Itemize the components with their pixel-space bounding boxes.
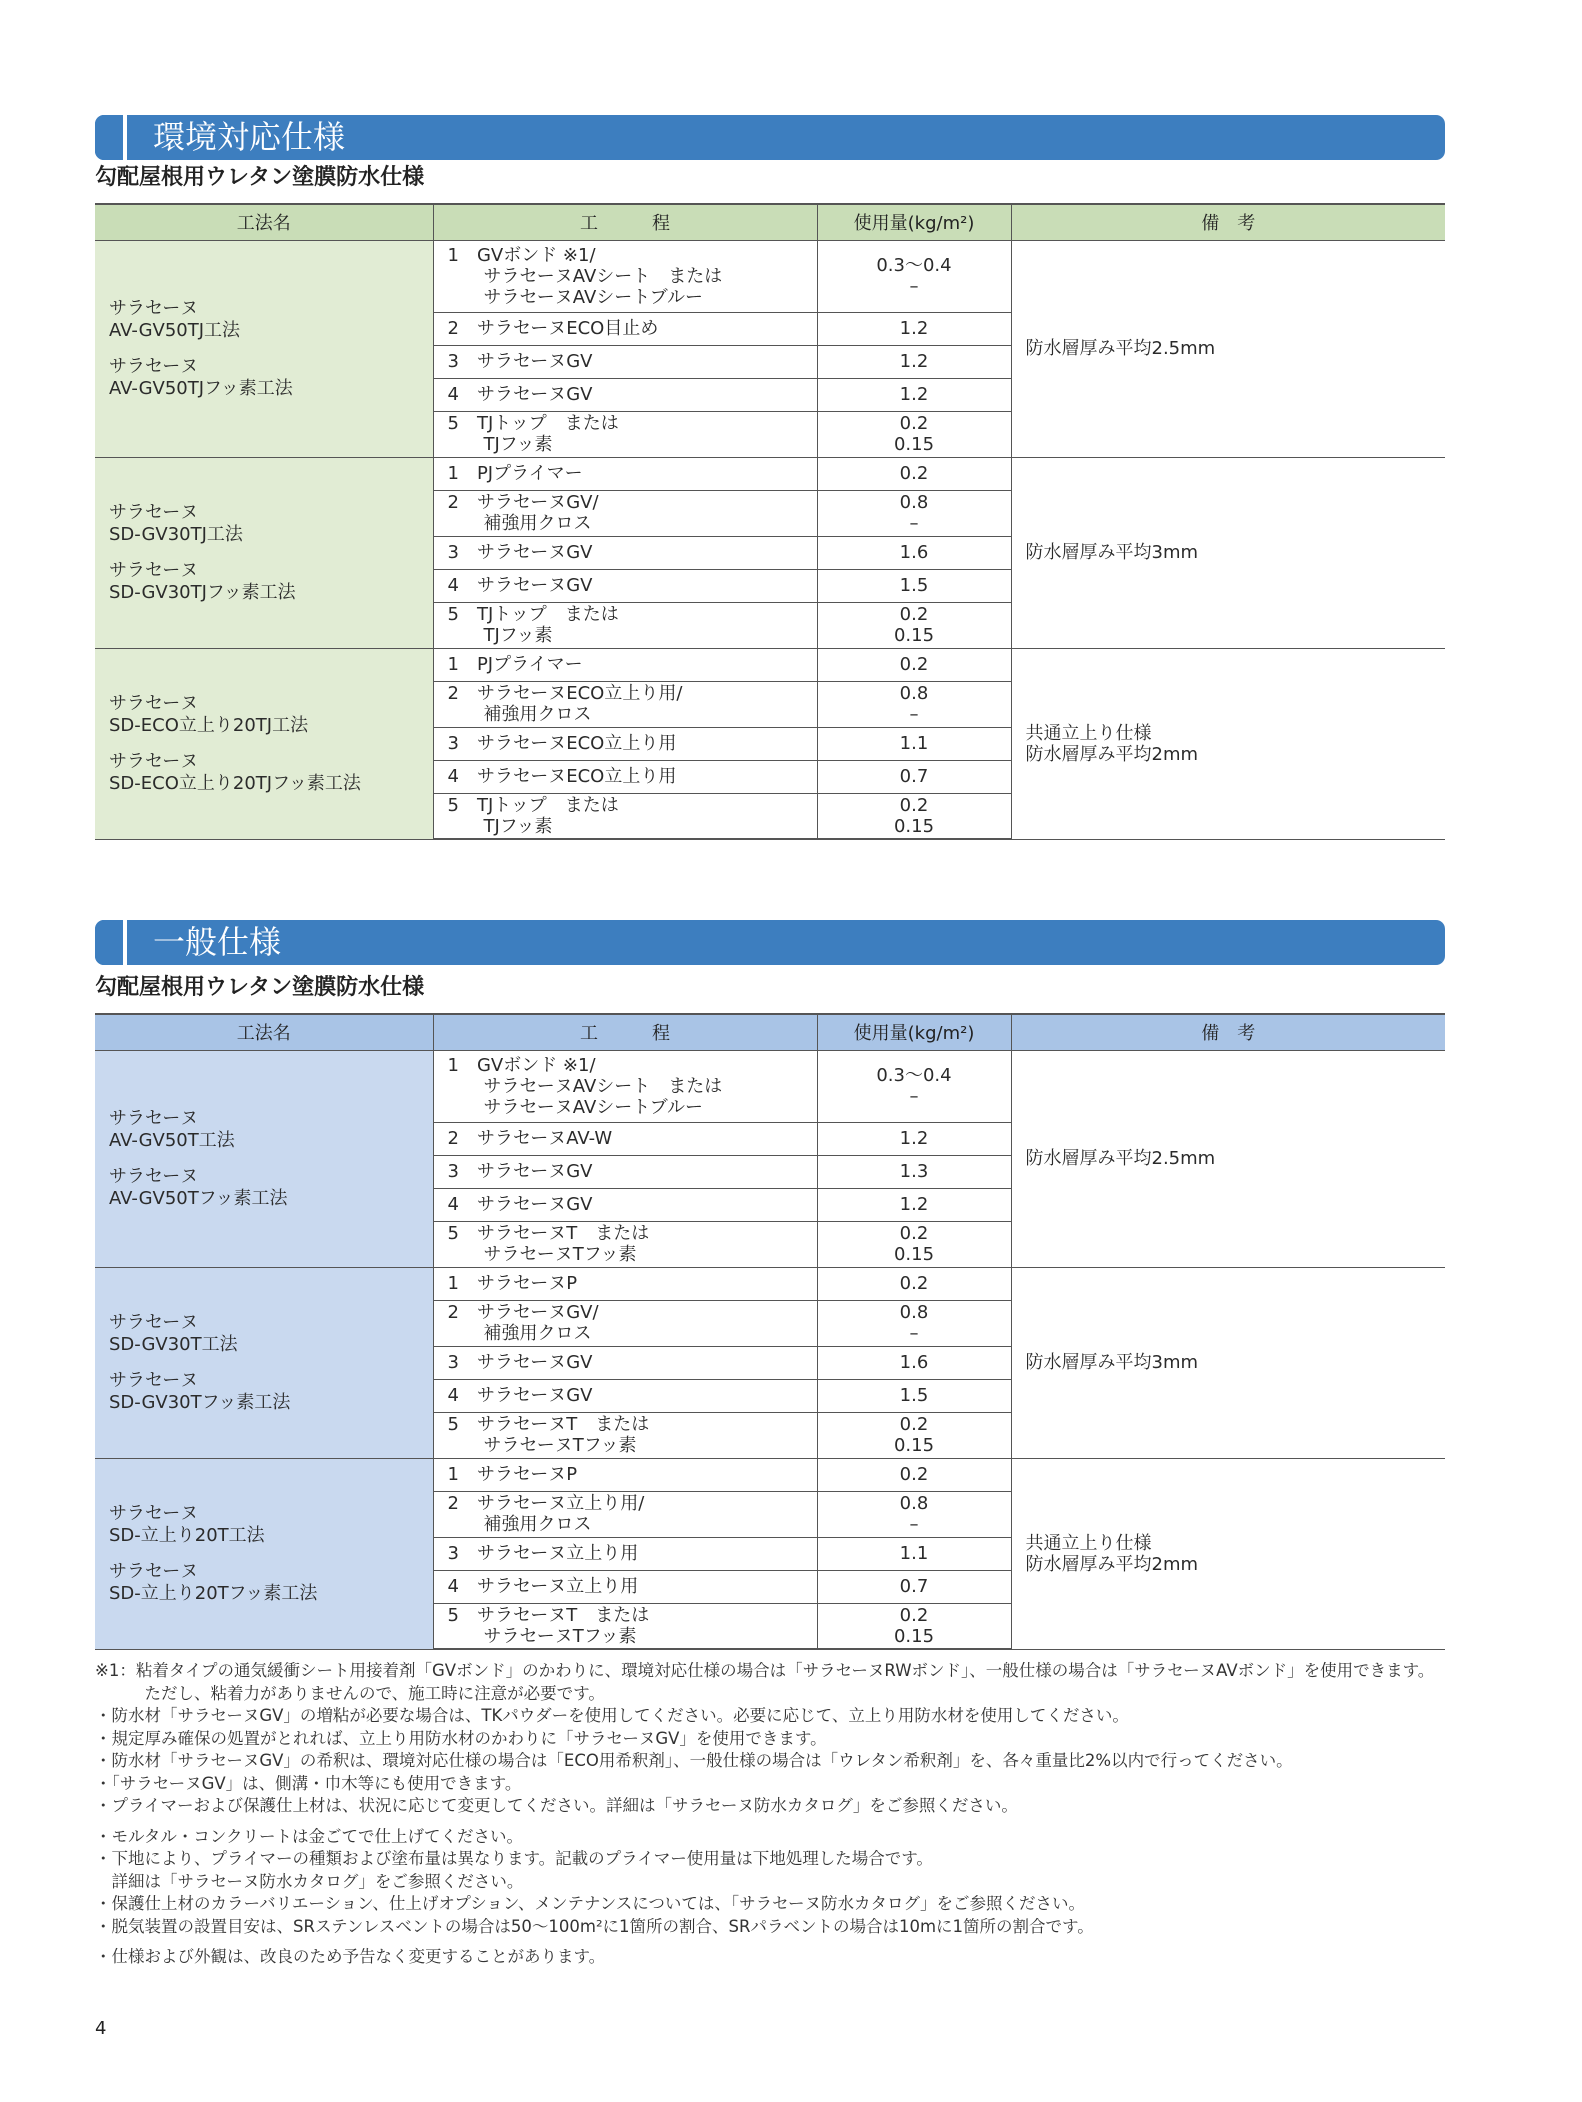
- process-step-cell: 5 サラセーヌT または サラセーヌTフッ素: [433, 1603, 817, 1649]
- footnote-line: ・プライマーおよび保護仕上材は、状況に応じて変更してください。詳細は「サラセーヌ防水カタログ」をご参照ください。: [95, 1796, 1018, 1815]
- process-step-cell: 1 サラセーヌP: [433, 1267, 817, 1300]
- remark-cell: 防水層厚み平均2.5mm: [1011, 240, 1445, 457]
- footnote-line: 詳細は「サラセーヌ防水カタログ」をご参照ください。: [95, 1871, 524, 1891]
- usage-amount-cell: 0.2: [817, 1267, 1011, 1300]
- section-subtitle: 勾配屋根用ウレタン塗膜防水仕様: [95, 975, 425, 1000]
- footnote-line: ※1：粘着タイプの通気緩衝シート用接着剤「GVボンド」のかわりに、環境対応仕様の場合は「サラセーヌRWボンド」、一般仕様の場合は「サラセーヌAVボンド」を使用できます。: [95, 1661, 1435, 1680]
- method-name-line: サラセーヌ: [109, 559, 199, 581]
- process-step-cell: 5 サラセーヌT または サラセーヌTフッ素: [433, 1221, 817, 1267]
- process-step-cell: 2 サラセーヌGV/ 補強用クロス: [433, 490, 817, 536]
- process-step-cell: 2 サラセーヌAV-W: [433, 1122, 817, 1155]
- column-header: 使用量(kg/m²): [817, 204, 1011, 240]
- footnote-line: ・下地により、プライマーの種類および塗布量は異なります。記載のプライマー使用量は下地処理した場合です。: [95, 1849, 933, 1868]
- process-step-cell: 5 TJトップ または TJフッ素: [433, 411, 817, 457]
- process-step-cell: 3 サラセーヌGV: [433, 1155, 817, 1188]
- section-title: 環境対応仕様: [153, 118, 346, 156]
- spec-table-general: [95, 1013, 1445, 1650]
- usage-amount-cell: 1.2: [817, 378, 1011, 411]
- footnote-line: ・脱気装置の設置目安は、SRステンレスベントの場合は50～100m²に1箇所の割合、SRパラベントの場合は10mに1箇所の割合です。: [95, 1916, 1094, 1936]
- method-name-line: AV-GV50TJフッ素工法: [109, 377, 293, 399]
- process-step-cell: 5 TJトップ または TJフッ素: [433, 793, 817, 839]
- process-step-cell: 4 サラセーヌGV: [433, 1379, 817, 1412]
- process-step-cell: 2 サラセーヌECO目止め: [433, 312, 817, 345]
- method-name-line: SD-GV30TJ工法: [109, 523, 243, 545]
- method-name-line: SD-立上り20T工法: [109, 1524, 265, 1546]
- process-step-cell: 3 サラセーヌGV: [433, 536, 817, 569]
- usage-amount-cell: 0.3～0.4 –: [817, 240, 1011, 312]
- process-step-cell: 2 サラセーヌ立上り用/ 補強用クロス: [433, 1491, 817, 1537]
- method-name-line: サラセーヌ: [109, 1369, 199, 1391]
- usage-amount-cell: 1.1: [817, 727, 1011, 760]
- process-step-cell: 4 サラセーヌGV: [433, 569, 817, 602]
- column-header: 備 考: [1011, 1014, 1445, 1050]
- process-step-cell: 5 サラセーヌT または サラセーヌTフッ素: [433, 1412, 817, 1458]
- usage-amount-cell: 1.2: [817, 1188, 1011, 1221]
- method-name-line: SD-ECO立上り20TJフッ素工法: [109, 772, 361, 794]
- method-name-line: AV-GV50TJ工法: [109, 319, 241, 341]
- table-row: [95, 1050, 1445, 1122]
- section-banner-eco: [95, 115, 1445, 160]
- usage-amount-cell: 0.2: [817, 1458, 1011, 1491]
- table-row: [95, 1267, 1445, 1300]
- process-step-cell: 1 サラセーヌP: [433, 1458, 817, 1491]
- footnote-line: ・「サラセーヌGV」は、側溝・巾木等にも使用できます。: [95, 1773, 522, 1793]
- method-name-line: サラセーヌ: [109, 355, 199, 377]
- process-step-cell: 1 GVボンド ※1/ サラセーヌAVシート または サラセーヌAVシートブルー: [433, 240, 817, 312]
- footnote-line: ・モルタル・コンクリートは金ごてで仕上げてください。: [95, 1826, 524, 1846]
- page-number: 4: [95, 2018, 107, 2039]
- footnote-line: ・防水材「サラセーヌGV」の希釈は、環境対応仕様の場合は「ECO用希釈剤」、一般仕様の場合は「ウレタン希釈剤」を、各々重量比2%以内で行ってください。: [95, 1751, 1293, 1770]
- process-step-cell: 1 GVボンド ※1/ サラセーヌAVシート または サラセーヌAVシートブルー: [433, 1050, 817, 1122]
- usage-amount-cell: 1.6: [817, 536, 1011, 569]
- method-name-line: AV-GV50T工法: [109, 1129, 235, 1151]
- method-name-cell: [95, 240, 433, 457]
- footnote-line: ・保護仕上材のカラーバリエーション、仕上げオプション、メンテナンスについては、「サラセーヌ防水カタログ」をご参照ください。: [95, 1894, 1085, 1913]
- usage-amount-cell: 0.8 –: [817, 490, 1011, 536]
- process-step-cell: 4 サラセーヌECO立上り用: [433, 760, 817, 793]
- usage-amount-cell: 1.2: [817, 1122, 1011, 1155]
- section-subtitle: 勾配屋根用ウレタン塗膜防水仕様: [95, 165, 425, 190]
- method-name-line: サラセーヌ: [109, 1502, 199, 1524]
- footnotes: [95, 1660, 1455, 1969]
- footnote-line: ・仕様および外観は、改良のため予告なく変更することがあります。: [95, 1947, 606, 1966]
- method-name-cell: [95, 648, 433, 839]
- remark-cell: 防水層厚み平均3mm: [1011, 1267, 1445, 1458]
- method-name-line: SD-ECO立上り20TJ工法: [109, 714, 309, 736]
- process-step-cell: 3 サラセーヌECO立上り用: [433, 727, 817, 760]
- usage-amount-cell: 0.7: [817, 1570, 1011, 1603]
- method-name-cell: [95, 457, 433, 648]
- section-banner-general: [95, 920, 1445, 965]
- column-header: 工 程: [433, 1014, 817, 1050]
- remark-cell: 防水層厚み平均2.5mm: [1011, 1050, 1445, 1267]
- method-name-line: サラセーヌ: [109, 1560, 199, 1582]
- table-row: [95, 457, 1445, 490]
- method-name-line: SD-GV30TJフッ素工法: [109, 581, 296, 603]
- column-header: 工法名: [95, 1014, 433, 1050]
- process-step-cell: 3 サラセーヌ立上り用: [433, 1537, 817, 1570]
- usage-amount-cell: 0.2 0.15: [817, 793, 1011, 839]
- usage-amount-cell: 0.2 0.15: [817, 1412, 1011, 1458]
- usage-amount-cell: 0.8 –: [817, 681, 1011, 727]
- method-name-cell: [95, 1050, 433, 1267]
- usage-amount-cell: 0.2 0.15: [817, 1603, 1011, 1649]
- method-name-line: AV-GV50Tフッ素工法: [109, 1187, 288, 1209]
- process-step-cell: 1 PJプライマー: [433, 648, 817, 681]
- table-row: [95, 240, 1445, 312]
- column-header: 工法名: [95, 204, 433, 240]
- spec-table-eco: [95, 203, 1445, 840]
- usage-amount-cell: 0.2 0.15: [817, 602, 1011, 648]
- method-name-line: サラセーヌ: [109, 750, 199, 772]
- process-step-cell: 1 PJプライマー: [433, 457, 817, 490]
- usage-amount-cell: 1.2: [817, 345, 1011, 378]
- column-header: 工 程: [433, 204, 817, 240]
- usage-amount-cell: 1.3: [817, 1155, 1011, 1188]
- remark-cell: 防水層厚み平均3mm: [1011, 457, 1445, 648]
- method-name-line: サラセーヌ: [109, 1311, 199, 1333]
- process-step-cell: 2 サラセーヌECO立上り用/ 補強用クロス: [433, 681, 817, 727]
- method-name-line: サラセーヌ: [109, 1165, 199, 1187]
- process-step-cell: 5 TJトップ または TJフッ素: [433, 602, 817, 648]
- column-header: 備 考: [1011, 204, 1445, 240]
- remark-cell: 共通立上り仕様 防水層厚み平均2mm: [1011, 648, 1445, 839]
- usage-amount-cell: 0.2 0.15: [817, 411, 1011, 457]
- usage-amount-cell: 0.3～0.4 –: [817, 1050, 1011, 1122]
- method-name-line: SD-GV30T工法: [109, 1333, 238, 1355]
- process-step-cell: 4 サラセーヌGV: [433, 378, 817, 411]
- usage-amount-cell: 1.5: [817, 569, 1011, 602]
- process-step-cell: 4 サラセーヌ立上り用: [433, 1570, 817, 1603]
- method-name-line: サラセーヌ: [109, 1107, 199, 1129]
- method-name-line: サラセーヌ: [109, 692, 199, 714]
- footnote-line: ・規定厚み確保の処置がとれれば、立上り用防水材のかわりに「サラセーヌGV」を使用できます。: [95, 1728, 827, 1748]
- method-name-line: SD-立上り20Tフッ素工法: [109, 1582, 318, 1604]
- method-name-cell: [95, 1267, 433, 1458]
- usage-amount-cell: 1.5: [817, 1379, 1011, 1412]
- usage-amount-cell: 0.8 –: [817, 1491, 1011, 1537]
- table-row: [95, 648, 1445, 681]
- footnote-line: ただし、粘着力がありませんので、施工時に注意が必要です。: [95, 1683, 605, 1703]
- remark-cell: 共通立上り仕様 防水層厚み平均2mm: [1011, 1458, 1445, 1649]
- usage-amount-cell: 1.2: [817, 312, 1011, 345]
- usage-amount-cell: 0.2: [817, 648, 1011, 681]
- usage-amount-cell: 1.6: [817, 1346, 1011, 1379]
- section-title: 一般仕様: [153, 923, 282, 961]
- method-name-line: サラセーヌ: [109, 501, 199, 523]
- method-name-line: サラセーヌ: [109, 297, 199, 319]
- column-header: 使用量(kg/m²): [817, 1014, 1011, 1050]
- usage-amount-cell: 1.1: [817, 1537, 1011, 1570]
- usage-amount-cell: 0.8 –: [817, 1300, 1011, 1346]
- process-step-cell: 3 サラセーヌGV: [433, 1346, 817, 1379]
- method-name-line: SD-GV30Tフッ素工法: [109, 1391, 291, 1413]
- process-step-cell: 4 サラセーヌGV: [433, 1188, 817, 1221]
- usage-amount-cell: 0.7: [817, 760, 1011, 793]
- usage-amount-cell: 0.2 0.15: [817, 1221, 1011, 1267]
- process-step-cell: 2 サラセーヌGV/ 補強用クロス: [433, 1300, 817, 1346]
- method-name-cell: [95, 1458, 433, 1649]
- footnote-line: ・防水材「サラセーヌGV」の増粘が必要な場合は、TKパウダーを使用してください。必要に応じて、立上り用防水材を使用してください。: [95, 1706, 1129, 1725]
- process-step-cell: 3 サラセーヌGV: [433, 345, 817, 378]
- usage-amount-cell: 0.2: [817, 457, 1011, 490]
- table-row: [95, 1458, 1445, 1491]
